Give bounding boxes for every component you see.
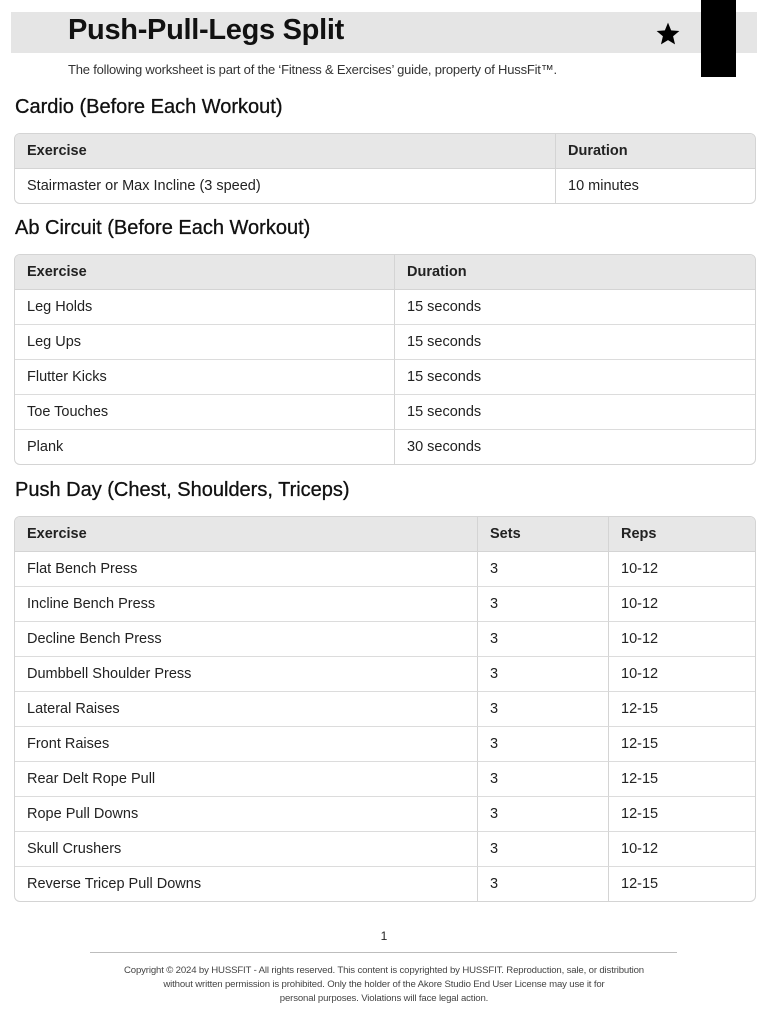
reps-cell: 12-15 [608, 727, 755, 762]
reps-cell: 12-15 [608, 797, 755, 832]
cardio-heading: Cardio (Before Each Workout) [15, 96, 283, 118]
ab-circuit-table [14, 254, 756, 465]
duration-cell: 30 seconds [394, 430, 755, 464]
reps-cell: 10-12 [608, 832, 755, 867]
sets-cell: 3 [477, 587, 608, 622]
column-header-exercise: Exercise [15, 517, 477, 552]
exercise-cell: Stairmaster or Max Incline (3 speed) [27, 178, 261, 194]
table-row [15, 395, 755, 430]
table-row [15, 832, 755, 867]
column-header-exercise: Exercise [15, 134, 555, 169]
table-row [15, 360, 755, 395]
exercise-cell: Decline Bench Press [15, 622, 477, 657]
bookmark-tab [701, 0, 736, 77]
table-row [15, 692, 755, 727]
reps-cell: 12-15 [608, 867, 755, 901]
page-subtitle: The following worksheet is part of the ‘Fitness & Exercises’ guide, property of HussFit™. [68, 62, 557, 77]
star-icon[interactable] [655, 21, 681, 47]
table-row [15, 169, 755, 203]
copyright-line: without written permission is prohibited. Only the holder of the Akore Studio End User License may use it for [163, 979, 605, 990]
footer-divider [90, 952, 677, 953]
exercise-cell: Rear Delt Rope Pull [15, 762, 477, 797]
page-title: Push-Pull-Legs Split [68, 14, 344, 46]
ab-circuit-heading: Ab Circuit (Before Each Workout) [15, 217, 311, 239]
duration-cell: 15 seconds [394, 360, 755, 395]
reps-cell: 12-15 [608, 762, 755, 797]
table-row [15, 430, 755, 464]
page-number: 1 [380, 929, 388, 943]
exercise-cell: Flat Bench Press [15, 552, 477, 587]
sets-cell: 3 [477, 552, 608, 587]
column-header-exercise: Exercise [15, 255, 394, 290]
exercise-cell: Plank [27, 439, 64, 455]
table-row [15, 867, 755, 901]
table-row [15, 325, 755, 360]
exercise-cell: Rope Pull Downs [15, 797, 477, 832]
copyright-line: Copyright © 2024 by HUSSFIT - All rights reserved. This content is copyrighted by HUSSFIT. Reproduction, sale, or distribution [124, 965, 644, 976]
column-header-reps: Reps [608, 517, 755, 552]
reps-cell: 10-12 [608, 657, 755, 692]
column-header-duration: Duration [394, 255, 755, 290]
sets-cell: 3 [477, 832, 608, 867]
exercise-cell: Lateral Raises [15, 692, 477, 727]
reps-cell: 12-15 [608, 692, 755, 727]
sets-cell: 3 [477, 762, 608, 797]
sets-cell: 3 [477, 797, 608, 832]
push-day-table [14, 516, 756, 902]
sets-cell: 3 [477, 622, 608, 657]
exercise-cell: Reverse Tricep Pull Downs [27, 876, 202, 892]
column-header-sets: Sets [477, 517, 608, 552]
sets-cell: 3 [477, 727, 608, 762]
duration-cell: 15 seconds [394, 395, 755, 430]
table-header-row [15, 134, 755, 169]
exercise-cell: Skull Crushers [15, 832, 477, 867]
push-day-heading: Push Day (Chest, Shoulders, Triceps) [15, 479, 350, 501]
copyright-line: personal purposes. Violations will face legal action. [279, 993, 489, 1004]
exercise-cell: Flutter Kicks [15, 360, 394, 395]
table-row [15, 552, 755, 587]
duration-cell: 10 minutes [555, 169, 755, 203]
duration-cell: 15 seconds [394, 325, 755, 360]
table-row [15, 762, 755, 797]
exercise-cell: Incline Bench Press [15, 587, 477, 622]
table-row [15, 797, 755, 832]
table-row [15, 727, 755, 762]
exercise-cell: Dumbbell Shoulder Press [15, 657, 477, 692]
reps-cell: 10-12 [608, 622, 755, 657]
table-header-row [15, 255, 755, 290]
table-header-row [15, 517, 755, 552]
sets-cell: 3 [477, 692, 608, 727]
copyright-notice [100, 964, 668, 1006]
exercise-cell: Leg Ups [15, 325, 394, 360]
reps-cell: 10-12 [608, 552, 755, 587]
column-header-duration: Duration [555, 134, 755, 169]
exercise-cell: Leg Holds [15, 290, 394, 325]
sets-cell: 3 [477, 867, 608, 901]
exercise-cell: Toe Touches [15, 395, 394, 430]
table-row [15, 587, 755, 622]
exercise-cell: Front Raises [15, 727, 477, 762]
table-row [15, 657, 755, 692]
duration-cell: 15 seconds [394, 290, 755, 325]
reps-cell: 10-12 [608, 587, 755, 622]
cardio-table [14, 133, 756, 204]
sets-cell: 3 [477, 657, 608, 692]
table-row [15, 290, 755, 325]
table-row [15, 622, 755, 657]
